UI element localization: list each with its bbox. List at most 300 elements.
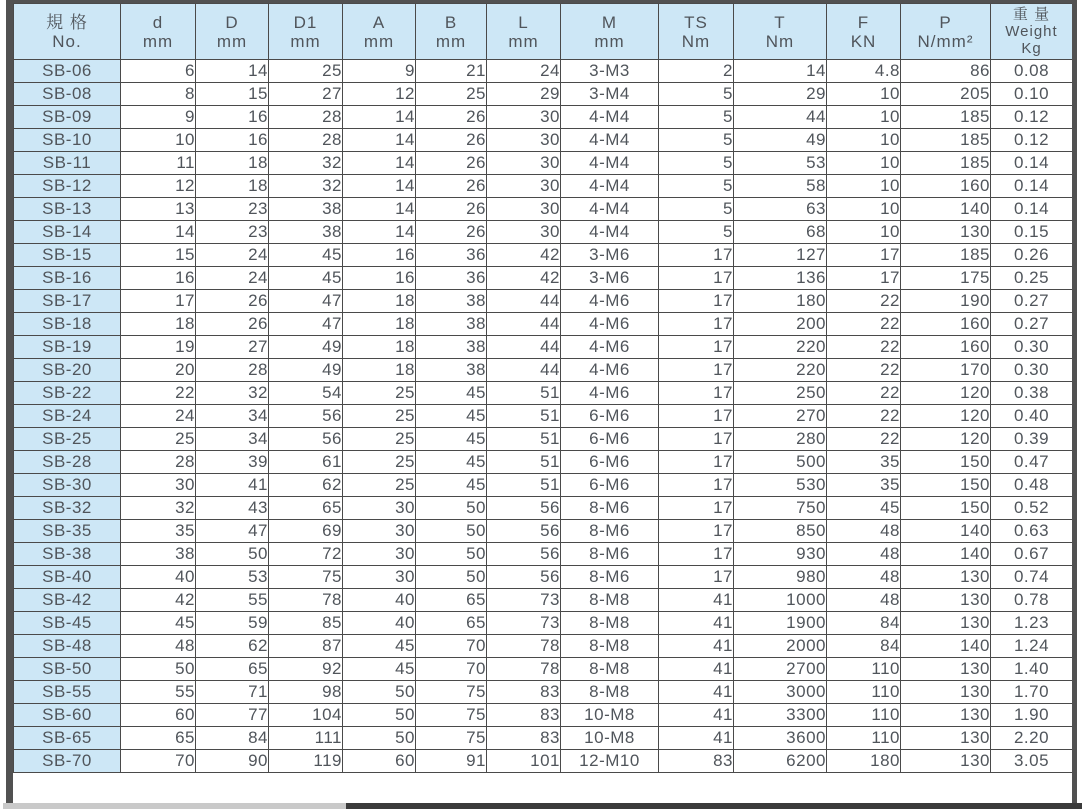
cell-A: 14 [343, 152, 416, 175]
cell-B: 70 [416, 658, 487, 681]
cell-D1: 38 [269, 198, 343, 221]
cell-D: 34 [196, 428, 269, 451]
cell-weight: 0.40 [991, 405, 1073, 428]
table-row [14, 244, 1073, 267]
table-row [14, 451, 1073, 474]
bottom-strip-dark [346, 803, 1082, 809]
cell-B: 45 [416, 405, 487, 428]
col-header-P [901, 4, 991, 60]
cell-L: 24 [487, 60, 561, 83]
cell-M: 10-M8 [561, 727, 659, 750]
cell-P: 130 [901, 658, 991, 681]
col-header-line: mm [142, 31, 174, 51]
cell-TS: 17 [659, 290, 734, 313]
cell-D: 62 [196, 635, 269, 658]
cell-TS: 2 [659, 60, 734, 83]
cell-no: SB-28 [14, 451, 121, 474]
cell-D: 26 [196, 313, 269, 336]
col-header-B [416, 4, 487, 60]
cell-M: 8-M8 [561, 681, 659, 704]
cell-TS: 17 [659, 359, 734, 382]
col-header-line: mm [290, 31, 321, 51]
cell-D: 53 [196, 566, 269, 589]
cell-F: 10 [827, 83, 901, 106]
cell-A: 25 [343, 405, 416, 428]
cell-T: 3300 [734, 704, 827, 727]
cell-B: 36 [416, 244, 487, 267]
cell-d: 24 [121, 405, 196, 428]
bottom-strip-light [3, 803, 346, 809]
cell-D: 16 [196, 129, 269, 152]
cell-d: 30 [121, 474, 196, 497]
cell-d: 45 [121, 612, 196, 635]
cell-weight: 0.14 [991, 198, 1073, 221]
col-header-line: mm [363, 31, 395, 51]
cell-D: 77 [196, 704, 269, 727]
col-header-D [196, 4, 269, 60]
col-header-TS [659, 4, 734, 60]
cell-P: 185 [901, 106, 991, 129]
cell-d: 70 [121, 750, 196, 773]
cell-B: 50 [416, 520, 487, 543]
cell-F: 48 [827, 543, 901, 566]
cell-TS: 41 [659, 612, 734, 635]
col-header-line: Kg [1021, 40, 1042, 57]
cell-A: 40 [343, 612, 416, 635]
cell-weight: 0.12 [991, 129, 1073, 152]
table-row [14, 681, 1073, 704]
cell-M: 8-M8 [561, 589, 659, 612]
cell-D: 18 [196, 175, 269, 198]
header-row [14, 4, 1073, 60]
cell-A: 25 [343, 428, 416, 451]
cell-A: 18 [343, 313, 416, 336]
cell-weight: 0.67 [991, 543, 1073, 566]
cell-TS: 17 [659, 336, 734, 359]
cell-D1: 69 [269, 520, 343, 543]
cell-P: 175 [901, 267, 991, 290]
cell-d: 38 [121, 543, 196, 566]
cell-A: 50 [343, 704, 416, 727]
col-header-line: M [601, 12, 618, 32]
cell-d: 6 [121, 60, 196, 83]
table-row [14, 658, 1073, 681]
cell-A: 16 [343, 267, 416, 290]
cell-D1: 61 [269, 451, 343, 474]
col-header-no [14, 4, 121, 60]
col-header-d [121, 4, 196, 60]
cell-T: 68 [734, 221, 827, 244]
cell-no: SB-17 [14, 290, 121, 313]
cell-B: 50 [416, 497, 487, 520]
cell-P: 150 [901, 474, 991, 497]
cell-TS: 17 [659, 520, 734, 543]
cell-L: 101 [487, 750, 561, 773]
cell-L: 78 [487, 635, 561, 658]
spec-table [13, 3, 1073, 773]
cell-D: 41 [196, 474, 269, 497]
cell-weight: 0.38 [991, 382, 1073, 405]
cell-B: 50 [416, 566, 487, 589]
cell-D1: 32 [269, 175, 343, 198]
table-row [14, 198, 1073, 221]
cell-A: 14 [343, 198, 416, 221]
cell-D1: 47 [269, 313, 343, 336]
cell-M: 3-M4 [561, 83, 659, 106]
cell-TS: 17 [659, 497, 734, 520]
cell-L: 83 [487, 681, 561, 704]
cell-A: 25 [343, 382, 416, 405]
cell-d: 42 [121, 589, 196, 612]
cell-F: 10 [827, 152, 901, 175]
cell-no: SB-40 [14, 566, 121, 589]
cell-L: 56 [487, 543, 561, 566]
cell-T: 250 [734, 382, 827, 405]
cell-T: 930 [734, 543, 827, 566]
cell-TS: 41 [659, 681, 734, 704]
cell-L: 30 [487, 152, 561, 175]
cell-d: 65 [121, 727, 196, 750]
cell-B: 91 [416, 750, 487, 773]
cell-no: SB-60 [14, 704, 121, 727]
cell-M: 8-M6 [561, 543, 659, 566]
cell-weight: 0.63 [991, 520, 1073, 543]
cell-P: 190 [901, 290, 991, 313]
cell-B: 26 [416, 221, 487, 244]
cell-A: 25 [343, 474, 416, 497]
cell-P: 140 [901, 543, 991, 566]
cell-D1: 27 [269, 83, 343, 106]
table-row [14, 428, 1073, 451]
cell-TS: 17 [659, 474, 734, 497]
cell-F: 110 [827, 704, 901, 727]
cell-L: 30 [487, 221, 561, 244]
cell-TS: 41 [659, 704, 734, 727]
table-row [14, 221, 1073, 244]
cell-M: 4-M4 [561, 106, 659, 129]
cell-P: 160 [901, 336, 991, 359]
cell-F: 10 [827, 221, 901, 244]
cell-M: 6-M6 [561, 451, 659, 474]
cell-L: 29 [487, 83, 561, 106]
cell-P: 185 [901, 129, 991, 152]
col-header-line: Weight [1005, 23, 1058, 40]
cell-B: 45 [416, 474, 487, 497]
cell-M: 4-M6 [561, 382, 659, 405]
cell-weight: 0.14 [991, 175, 1073, 198]
cell-B: 38 [416, 359, 487, 382]
table-row [14, 382, 1073, 405]
cell-M: 4-M6 [561, 336, 659, 359]
cell-D: 43 [196, 497, 269, 520]
table-row [14, 405, 1073, 428]
cell-no: SB-14 [14, 221, 121, 244]
cell-M: 4-M6 [561, 359, 659, 382]
cell-D1: 111 [269, 727, 343, 750]
cell-weight: 2.20 [991, 727, 1073, 750]
cell-D: 16 [196, 106, 269, 129]
cell-A: 12 [343, 83, 416, 106]
cell-d: 25 [121, 428, 196, 451]
cell-d: 60 [121, 704, 196, 727]
cell-TS: 17 [659, 566, 734, 589]
cell-D: 65 [196, 658, 269, 681]
cell-P: 170 [901, 359, 991, 382]
cell-D1: 75 [269, 566, 343, 589]
cell-F: 22 [827, 359, 901, 382]
spec-table-frame [6, 0, 1077, 803]
cell-F: 84 [827, 635, 901, 658]
cell-T: 2700 [734, 658, 827, 681]
cell-D1: 87 [269, 635, 343, 658]
cell-P: 130 [901, 704, 991, 727]
cell-no: SB-16 [14, 267, 121, 290]
cell-D1: 38 [269, 221, 343, 244]
cell-L: 44 [487, 359, 561, 382]
table-row [14, 589, 1073, 612]
cell-B: 26 [416, 175, 487, 198]
cell-D: 50 [196, 543, 269, 566]
table-row [14, 175, 1073, 198]
cell-no: SB-50 [14, 658, 121, 681]
cell-B: 50 [416, 543, 487, 566]
cell-A: 14 [343, 129, 416, 152]
cell-d: 18 [121, 313, 196, 336]
cell-D: 34 [196, 405, 269, 428]
col-header-F [827, 4, 901, 60]
cell-T: 58 [734, 175, 827, 198]
cell-D1: 28 [269, 106, 343, 129]
table-row [14, 359, 1073, 382]
cell-TS: 17 [659, 451, 734, 474]
cell-weight: 0.30 [991, 359, 1073, 382]
cell-D: 26 [196, 290, 269, 313]
cell-M: 8-M6 [561, 497, 659, 520]
col-header-line: B [444, 12, 458, 32]
cell-D1: 119 [269, 750, 343, 773]
cell-M: 4-M6 [561, 290, 659, 313]
cell-no: SB-20 [14, 359, 121, 382]
cell-P: 140 [901, 635, 991, 658]
cell-M: 3-M6 [561, 244, 659, 267]
cell-no: SB-35 [14, 520, 121, 543]
col-header-L [487, 4, 561, 60]
cell-D1: 47 [269, 290, 343, 313]
cell-D: 23 [196, 221, 269, 244]
cell-F: 35 [827, 451, 901, 474]
cell-d: 50 [121, 658, 196, 681]
cell-T: 29 [734, 83, 827, 106]
table-row [14, 60, 1073, 83]
cell-T: 2000 [734, 635, 827, 658]
cell-no: SB-30 [14, 474, 121, 497]
cell-no: SB-18 [14, 313, 121, 336]
cell-T: 500 [734, 451, 827, 474]
cell-T: 136 [734, 267, 827, 290]
cell-D: 55 [196, 589, 269, 612]
cell-TS: 5 [659, 129, 734, 152]
cell-d: 12 [121, 175, 196, 198]
cell-D1: 104 [269, 704, 343, 727]
cell-D1: 98 [269, 681, 343, 704]
cell-TS: 41 [659, 727, 734, 750]
col-header-line: 重 量 [1012, 6, 1051, 23]
cell-D: 15 [196, 83, 269, 106]
col-header-line: D [225, 12, 239, 32]
cell-L: 56 [487, 497, 561, 520]
cell-P: 120 [901, 382, 991, 405]
cell-TS: 5 [659, 198, 734, 221]
cell-M: 12-M10 [561, 750, 659, 773]
cell-P: 150 [901, 497, 991, 520]
cell-T: 3600 [734, 727, 827, 750]
table-row [14, 83, 1073, 106]
cell-P: 120 [901, 405, 991, 428]
table-row [14, 474, 1073, 497]
cell-P: 150 [901, 451, 991, 474]
cell-no: SB-55 [14, 681, 121, 704]
cell-D: 24 [196, 244, 269, 267]
cell-F: 45 [827, 497, 901, 520]
cell-A: 25 [343, 451, 416, 474]
cell-D1: 49 [269, 336, 343, 359]
cell-A: 16 [343, 244, 416, 267]
cell-no: SB-70 [14, 750, 121, 773]
cell-F: 4.8 [827, 60, 901, 83]
cell-weight: 3.05 [991, 750, 1073, 773]
cell-no: SB-12 [14, 175, 121, 198]
cell-A: 30 [343, 566, 416, 589]
cell-T: 280 [734, 428, 827, 451]
cell-T: 49 [734, 129, 827, 152]
cell-TS: 17 [659, 267, 734, 290]
cell-d: 22 [121, 382, 196, 405]
cell-F: 22 [827, 382, 901, 405]
cell-T: 750 [734, 497, 827, 520]
cell-L: 44 [487, 313, 561, 336]
col-header-line: A [372, 12, 386, 32]
cell-weight: 0.12 [991, 106, 1073, 129]
cell-weight: 1.90 [991, 704, 1073, 727]
cell-B: 38 [416, 336, 487, 359]
cell-L: 44 [487, 290, 561, 313]
cell-D1: 56 [269, 428, 343, 451]
cell-no: SB-19 [14, 336, 121, 359]
cell-M: 4-M6 [561, 313, 659, 336]
cell-d: 14 [121, 221, 196, 244]
cell-d: 20 [121, 359, 196, 382]
cell-weight: 0.26 [991, 244, 1073, 267]
table-row [14, 152, 1073, 175]
col-header-line: L [518, 12, 529, 32]
cell-D: 28 [196, 359, 269, 382]
cell-B: 25 [416, 83, 487, 106]
cell-D: 18 [196, 152, 269, 175]
table-row [14, 129, 1073, 152]
cell-P: 130 [901, 727, 991, 750]
cell-B: 26 [416, 106, 487, 129]
cell-P: 140 [901, 198, 991, 221]
cell-L: 73 [487, 612, 561, 635]
cell-D1: 85 [269, 612, 343, 635]
cell-no: SB-25 [14, 428, 121, 451]
cell-D1: 62 [269, 474, 343, 497]
col-header-line: mm [594, 31, 625, 51]
cell-no: SB-13 [14, 198, 121, 221]
cell-no: SB-38 [14, 543, 121, 566]
cell-F: 10 [827, 106, 901, 129]
cell-D: 71 [196, 681, 269, 704]
cell-P: 185 [901, 244, 991, 267]
col-header-T [734, 4, 827, 60]
cell-P: 130 [901, 566, 991, 589]
cell-M: 3-M6 [561, 267, 659, 290]
cell-D1: 65 [269, 497, 343, 520]
cell-F: 22 [827, 428, 901, 451]
cell-F: 10 [827, 198, 901, 221]
cell-F: 110 [827, 681, 901, 704]
table-row [14, 267, 1073, 290]
cell-A: 30 [343, 497, 416, 520]
cell-B: 26 [416, 129, 487, 152]
table-row [14, 727, 1073, 750]
col-header-line: F [857, 12, 870, 32]
cell-D: 27 [196, 336, 269, 359]
cell-T: 270 [734, 405, 827, 428]
cell-P: 185 [901, 152, 991, 175]
cell-A: 18 [343, 290, 416, 313]
cell-F: 17 [827, 267, 901, 290]
cell-M: 8-M8 [561, 658, 659, 681]
cell-P: 160 [901, 313, 991, 336]
cell-TS: 41 [659, 658, 734, 681]
cell-d: 19 [121, 336, 196, 359]
cell-A: 14 [343, 175, 416, 198]
cell-T: 530 [734, 474, 827, 497]
cell-T: 3000 [734, 681, 827, 704]
table-row [14, 704, 1073, 727]
cell-B: 38 [416, 313, 487, 336]
cell-TS: 17 [659, 543, 734, 566]
table-row [14, 290, 1073, 313]
cell-M: 6-M6 [561, 405, 659, 428]
cell-F: 10 [827, 129, 901, 152]
cell-L: 56 [487, 566, 561, 589]
cell-P: 160 [901, 175, 991, 198]
cell-d: 15 [121, 244, 196, 267]
table-row [14, 635, 1073, 658]
cell-L: 83 [487, 727, 561, 750]
cell-F: 22 [827, 290, 901, 313]
cell-weight: 0.27 [991, 290, 1073, 313]
cell-L: 30 [487, 106, 561, 129]
table-row [14, 566, 1073, 589]
cell-d: 28 [121, 451, 196, 474]
cell-P: 130 [901, 612, 991, 635]
col-header-line: N/mm² [917, 31, 974, 51]
cell-weight: 0.08 [991, 60, 1073, 83]
cell-weight: 0.78 [991, 589, 1073, 612]
cell-D: 23 [196, 198, 269, 221]
cell-B: 70 [416, 635, 487, 658]
cell-L: 42 [487, 267, 561, 290]
cell-TS: 5 [659, 83, 734, 106]
cell-TS: 17 [659, 382, 734, 405]
cell-D1: 54 [269, 382, 343, 405]
cell-T: 53 [734, 152, 827, 175]
col-header-line: T [774, 12, 786, 32]
cell-d: 16 [121, 267, 196, 290]
